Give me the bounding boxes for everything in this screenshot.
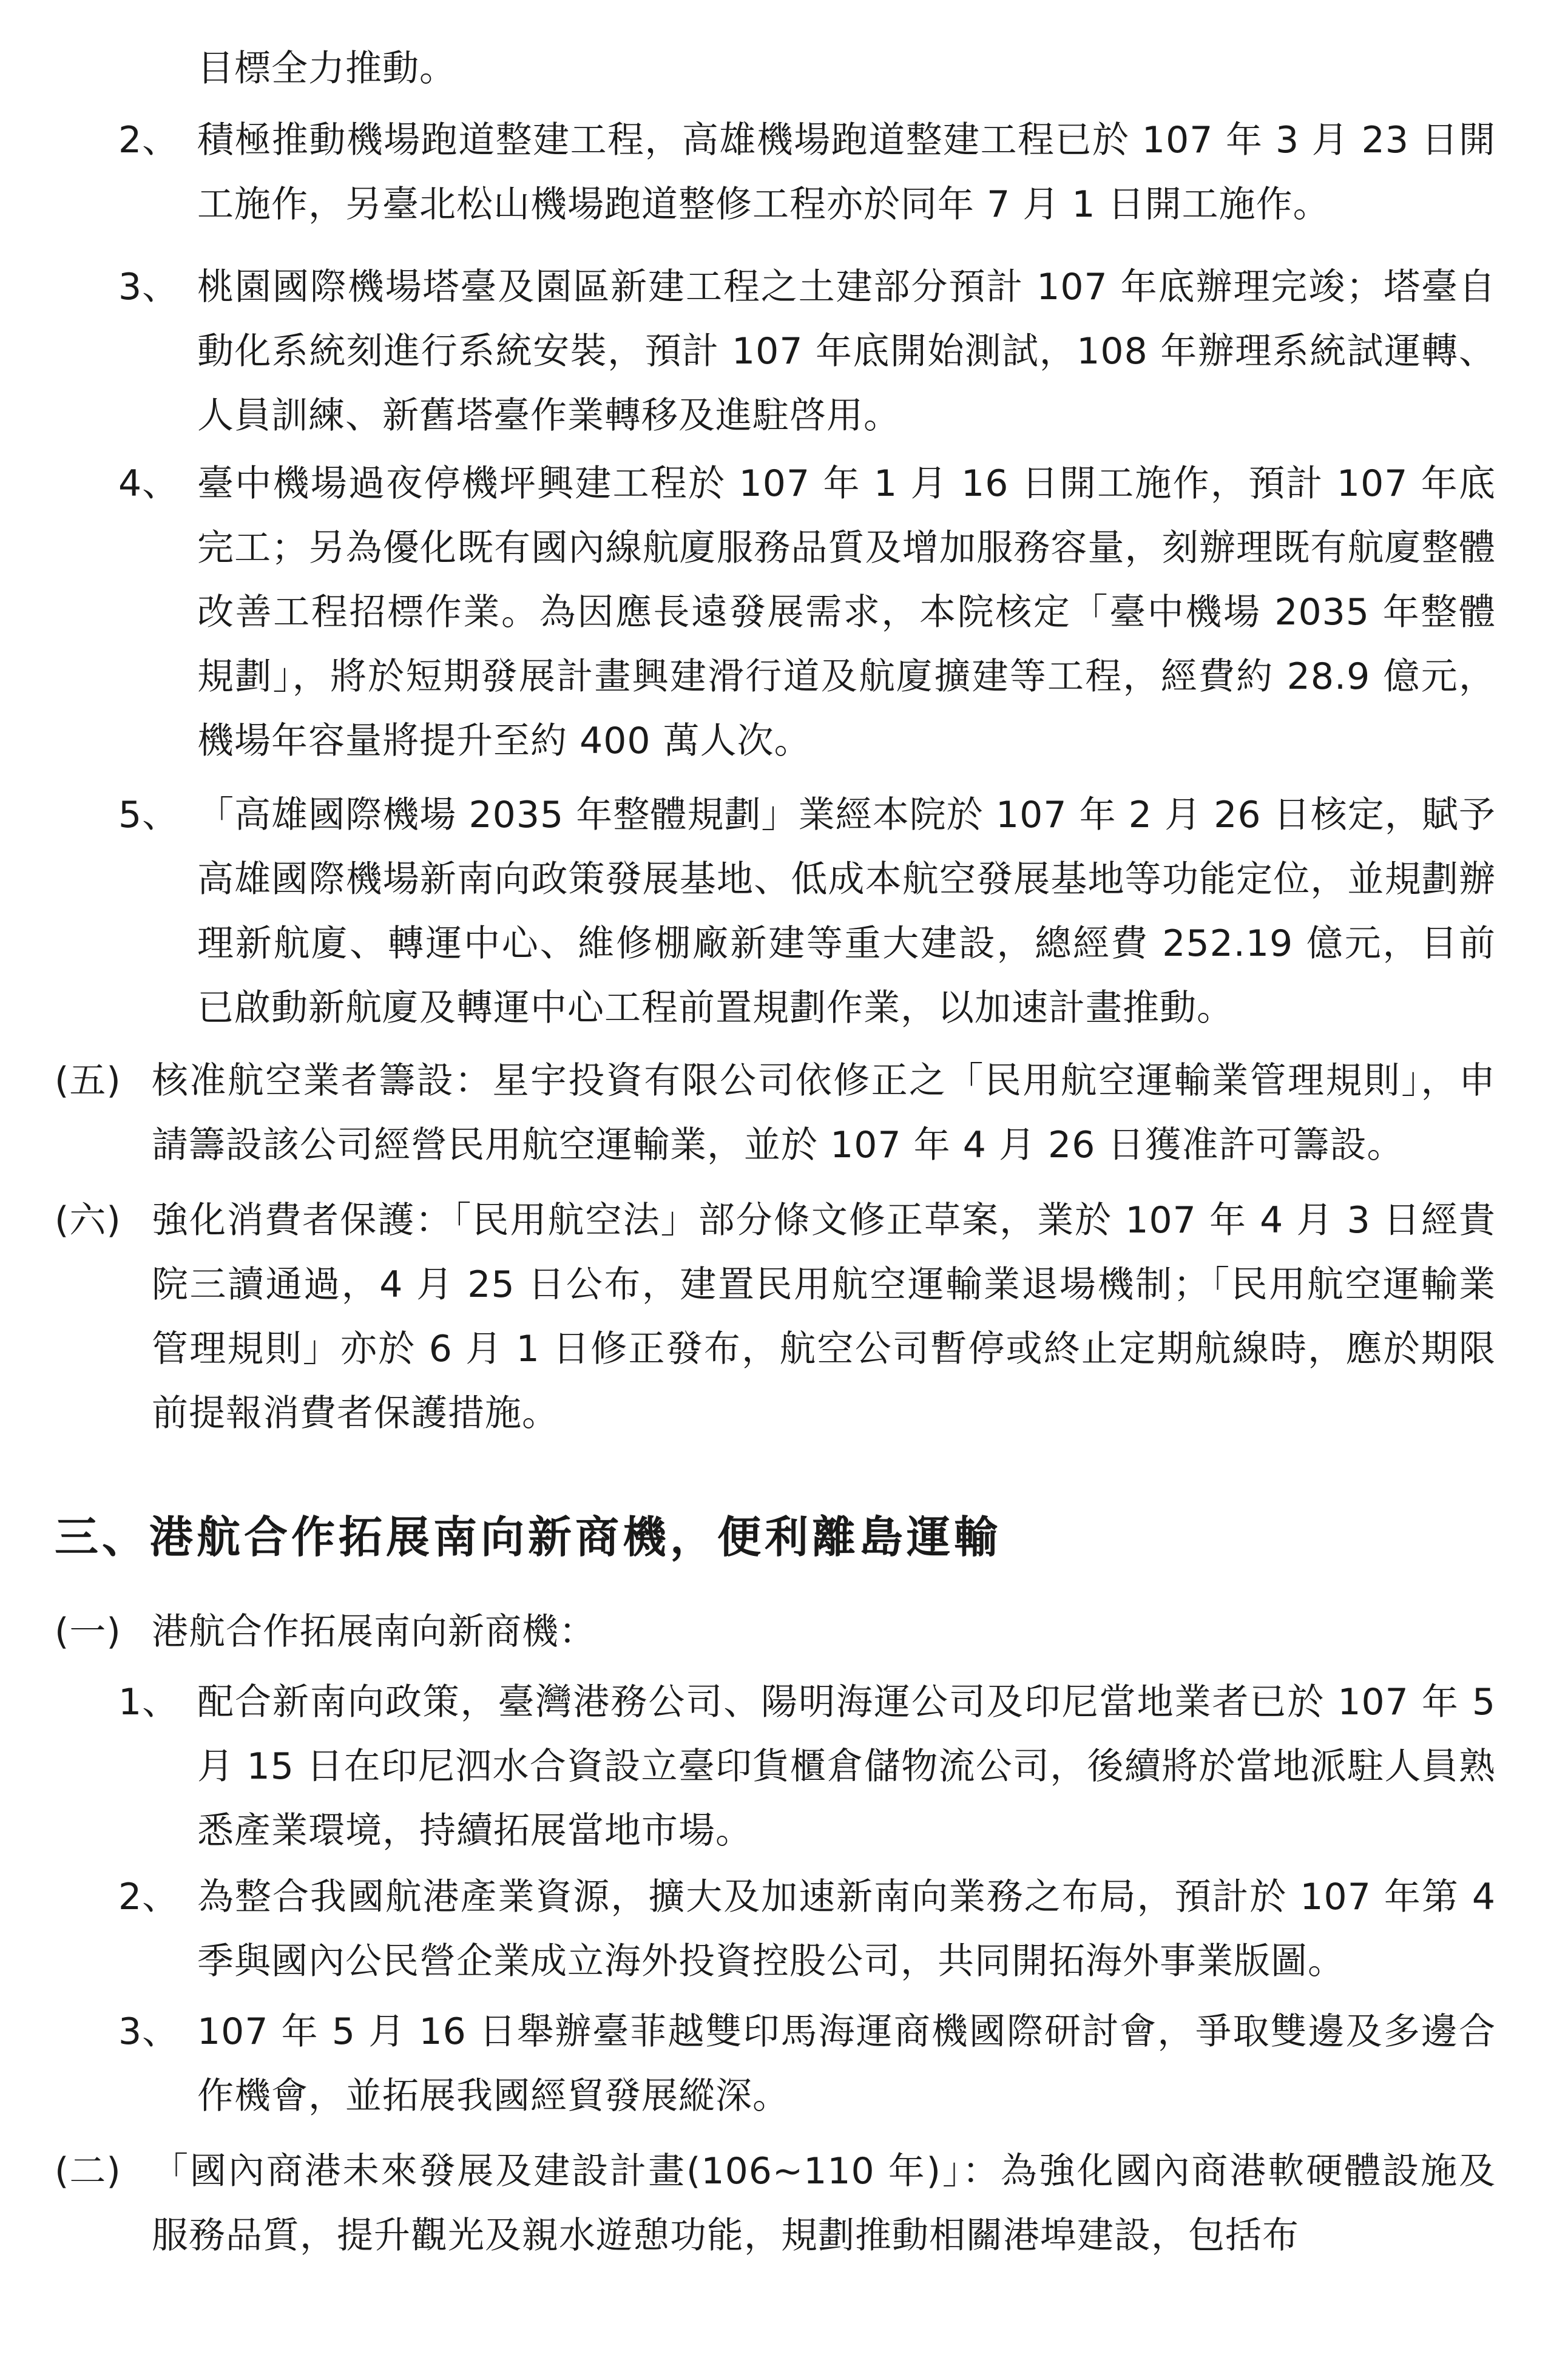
item-text: 「高雄國際機場 2035 年整體規劃」業經本院於 107 年 2 月 26 日核定，賦予高雄國際機場新南向政策發展基地、低成本航空發展基地等功能定位，並規劃辦理新航廈、轉運中心、維修棚廠新建等重大建設，總經費 252.19 億元，目前已啟動新航廈及轉運中心工程前置規劃作業，以加速計畫推動。 [197, 794, 1496, 1029]
carry-over-text: 目標全力推動。 [197, 47, 456, 90]
airport-item-2 [118, 108, 1496, 237]
section-text: 強化消費者保護：「民用航空法」部分條文修正草案，業於 107 年 4 月 3 日經貴院三讀通過，4 月 25 日公布，建置民用航空運輸業退場機制；「民用航空運輸業管理規則」亦於 6 月 1 日修正發布，航空公司暫停或終止定期航線時，應於期限前提報消費者保護措施。 [152, 1199, 1496, 1435]
section-marker: (二) [55, 2150, 121, 2193]
section-6 [55, 1188, 1496, 1445]
item-marker: 4、 [118, 462, 180, 505]
item-text: 桃園國際機場塔臺及園區新建工程之土建部分預計 107 年底辦理完竣；塔臺自動化系統刻進行系統安裝，預計 107 年底開始測試，108 年辦理系統試運轉、人員訓練、新舊塔臺作業轉移及進駐啓用。 [197, 266, 1496, 437]
section-text: 「國內商港未來發展及建設計畫(106~110 年)」：為強化國內商港軟硬體設施及服務品質，提升觀光及親水遊憩功能，規劃推動相關港埠建設，包括布 [152, 2150, 1496, 2257]
chapter-heading: 三、港航合作拓展南向新商機，便利離島運輸 [55, 1511, 1002, 1563]
section-2 [55, 2139, 1496, 2268]
airport-item-5 [118, 783, 1496, 1040]
item-text: 臺中機場過夜停機坪興建工程於 107 年 1 月 16 日開工施作，預計 107 年底完工；另為優化既有國內線航廈服務品質及增加服務容量，刻辦理既有航廈整體改善工程招標作業。為因應長遠發展需求，本院核定「臺中機場 2035 年整體規劃」，將於短期發展計畫興建滑行道及航廈擴建等工程，經費約 28.9 億元，機場年容量將提升至約 400 萬人次。 [197, 462, 1496, 762]
item-text: 為整合我國航港產業資源，擴大及加速新南向業務之布局，預計於 107 年第 4 季與國內公民營企業成立海外投資控股公司，共同開拓海外事業版圖。 [197, 1876, 1496, 1983]
port-item-1 [118, 1670, 1496, 1863]
item-text: 配合新南向政策，臺灣港務公司、陽明海運公司及印尼當地業者已於 107 年 5 月 15 日在印尼泗水合資設立臺印貨櫃倉儲物流公司，後續將於當地派駐人員熟悉產業環境，持續拓展當地市場。 [197, 1681, 1496, 1852]
item-marker: 5、 [118, 794, 180, 836]
port-item-3 [118, 2000, 1496, 2128]
item-marker: 2、 [118, 119, 180, 161]
item-marker: 3、 [118, 266, 180, 308]
item-marker: 3、 [118, 2010, 180, 2053]
section-marker: (五) [55, 1060, 121, 1102]
section-marker: (一) [55, 1611, 121, 1653]
item-marker: 1、 [118, 1681, 180, 1723]
airport-item-4 [118, 451, 1496, 773]
item-text: 107 年 5 月 16 日舉辦臺菲越雙印馬海運商機國際研討會，爭取雙邊及多邊合作機會，並拓展我國經貿發展縱深。 [197, 2010, 1496, 2117]
section-text: 核准航空業者籌設：星宇投資有限公司依修正之「民用航空運輸業管理規則」，申請籌設該公司經營民用航空運輸業，並於 107 年 4 月 26 日獲准許可籌設。 [152, 1060, 1496, 1166]
section-5 [55, 1049, 1496, 1177]
section-1 [55, 1600, 1496, 1664]
item-marker: 2、 [118, 1876, 180, 1918]
airport-item-3 [118, 255, 1496, 448]
section-marker: (六) [55, 1199, 121, 1242]
port-item-2 [118, 1865, 1496, 1993]
section-text: 港航合作拓展南向新商機： [152, 1611, 596, 1653]
item-text: 積極推動機場跑道整建工程，高雄機場跑道整建工程已於 107 年 3 月 23 日開工施作，另臺北松山機場跑道整修工程亦於同年 7 月 1 日開工施作。 [197, 119, 1496, 226]
